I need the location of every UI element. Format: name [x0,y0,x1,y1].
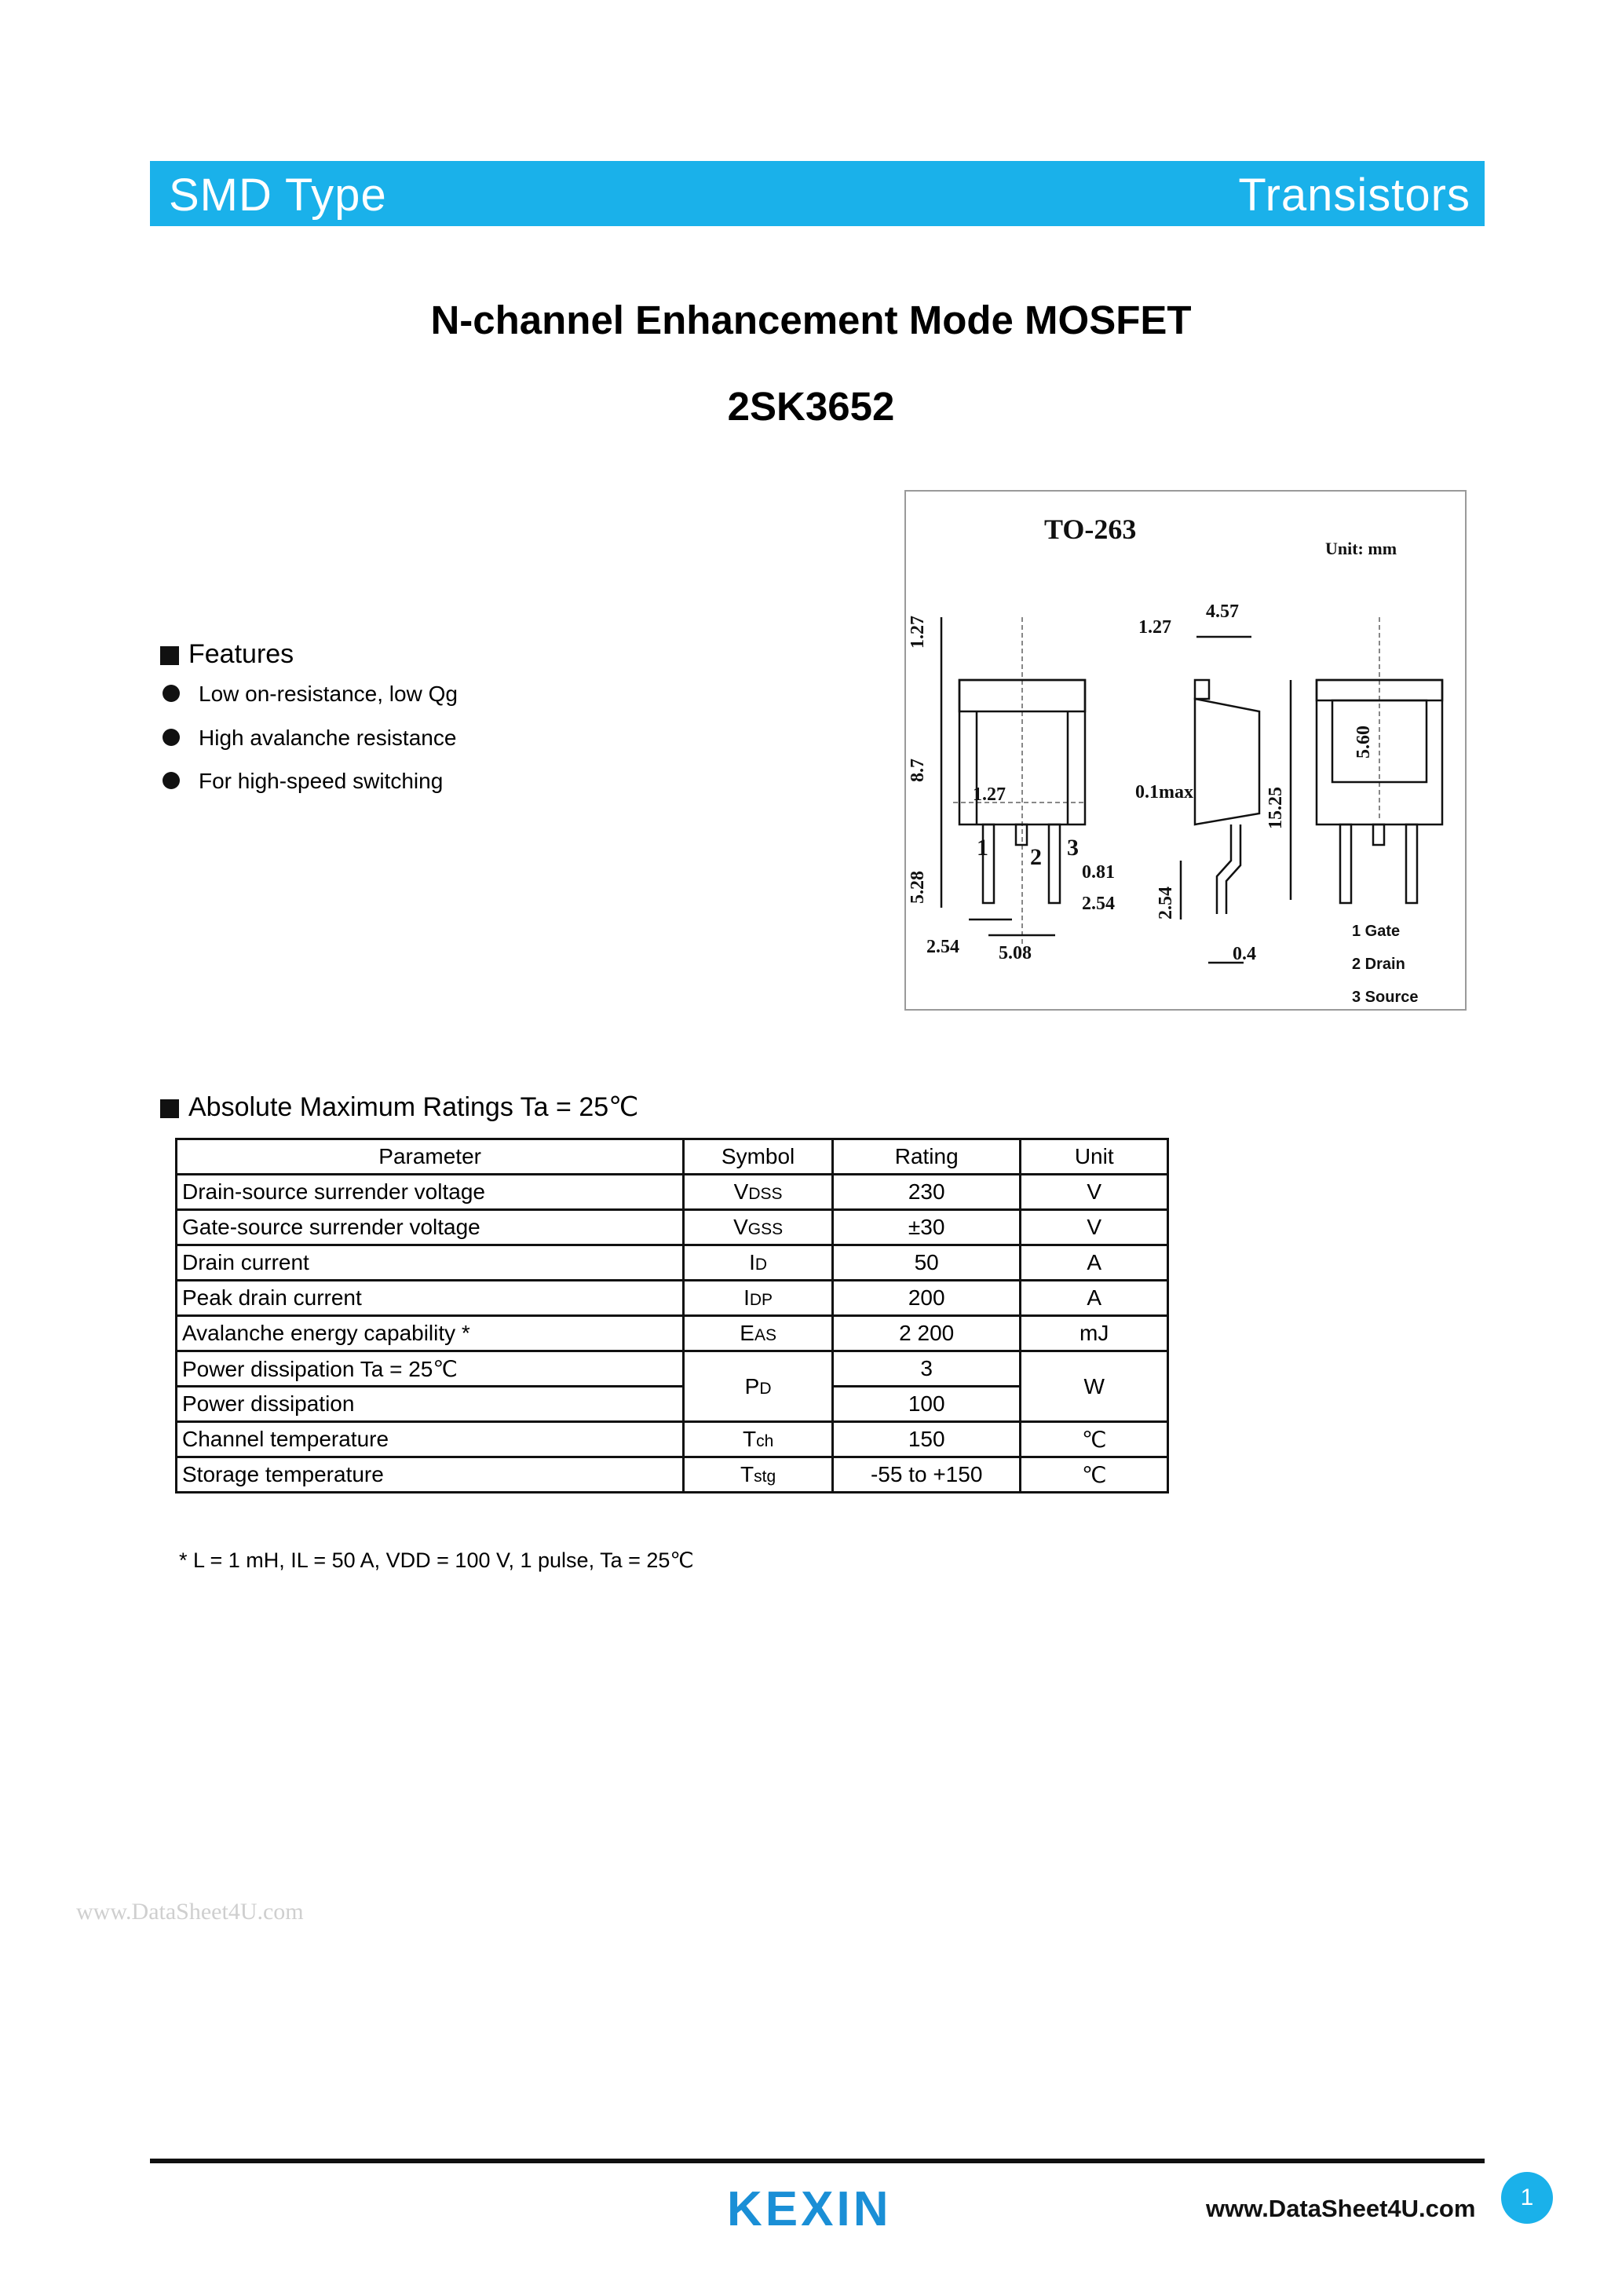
document-title: N-channel Enhancement Mode MOSFET [430,298,1192,342]
col-header: Rating [832,1139,1020,1175]
footer-rule [150,2159,1485,2163]
front-pin-2 [1016,824,1027,845]
front-pin-3 [1049,824,1060,903]
col-header: Symbol [684,1139,833,1175]
dim-9: 1.27 [1138,617,1171,638]
dim-12: 15.25 [1266,787,1286,829]
circle-bullet-icon [163,729,180,746]
dim-4: 5.28 [908,871,928,904]
pin-number-1: 1 [977,835,988,861]
header-type: Transistors [1238,170,1470,221]
dim-5: 2.54 [926,937,959,957]
circle-bullet-icon [163,772,180,789]
dim-7: 0.81 [1082,862,1115,883]
col-header: Unit [1021,1139,1168,1175]
circle-bullet-icon [163,685,180,702]
watermark: www.DataSheet4U.com [76,1899,304,1925]
table-row: Power dissipation 100 [177,1387,1168,1422]
col-header: Parameter [177,1139,684,1175]
feature-item: For high-speed switching [163,769,443,794]
table-row: Storage temperature Tstg -55 to +150 ℃ [177,1457,1168,1493]
dim-11: 0.1max [1135,782,1193,803]
page-number: 1 [1501,2172,1553,2224]
dim-2: 8.7 [908,759,928,782]
pin-number-3: 3 [1067,835,1079,861]
pin-label-drain: 2 Drain [1352,956,1405,973]
footer-url-link[interactable]: www.DataSheet4U.com [1206,2195,1476,2222]
table-row: Drain-source surrender voltage VDSS 230 V [177,1175,1168,1210]
dim-15: 5.60 [1353,726,1374,759]
ratings-footnote: * L = 1 mH, IL = 50 A, VDD = 100 V, 1 pulse, Ta = 25℃ [179,1548,694,1572]
package-drawing [904,490,1467,1011]
ratings-heading: Absolute Maximum Ratings Ta = 25℃ [160,1091,638,1123]
dim-3: 1.27 [973,784,1006,805]
pin-number-2: 2 [1030,844,1042,870]
table-header-row [177,1139,1168,1175]
dim-13: 2.54 [1156,887,1176,919]
square-bullet-icon [160,1099,179,1118]
feature-item: Low on-resistance, low Qg [163,682,458,707]
table-row: Avalanche energy capability * EAS 2 200 mJ [177,1316,1168,1351]
dim-1: 1.27 [908,616,928,649]
table-row: Power dissipation Ta = 25℃ PD 3 W [177,1351,1168,1387]
features-heading: Features [160,639,294,670]
unit-label: Unit: mm [1325,539,1397,558]
package-name: TO-263 [1044,514,1137,545]
dim-6: 5.08 [999,943,1032,963]
header-category: SMD Type [169,170,387,221]
table-row: Peak drain current IDP 200 A [177,1281,1168,1316]
ratings-table [175,1138,1169,1493]
square-bullet-icon [160,646,179,665]
kexin-logo: KEXIN [727,2182,892,2236]
header-bar [150,161,1485,226]
table-row: Gate-source surrender voltage VGSS ±30 V [177,1210,1168,1245]
table-row: Drain current ID 50 A [177,1245,1168,1281]
pin-label-source: 3 Source [1352,989,1419,1006]
table-row: Channel temperature Tch 150 ℃ [177,1422,1168,1457]
package-outline-svg [906,492,1468,1012]
dim-8: 2.54 [1082,894,1115,914]
dim-14: 0.4 [1233,944,1256,964]
pin-label-gate: 1 Gate [1352,923,1401,940]
feature-item: High avalanche resistance [163,726,456,751]
part-number: 2SK3652 [727,384,895,429]
dim-10: 4.57 [1206,601,1239,622]
